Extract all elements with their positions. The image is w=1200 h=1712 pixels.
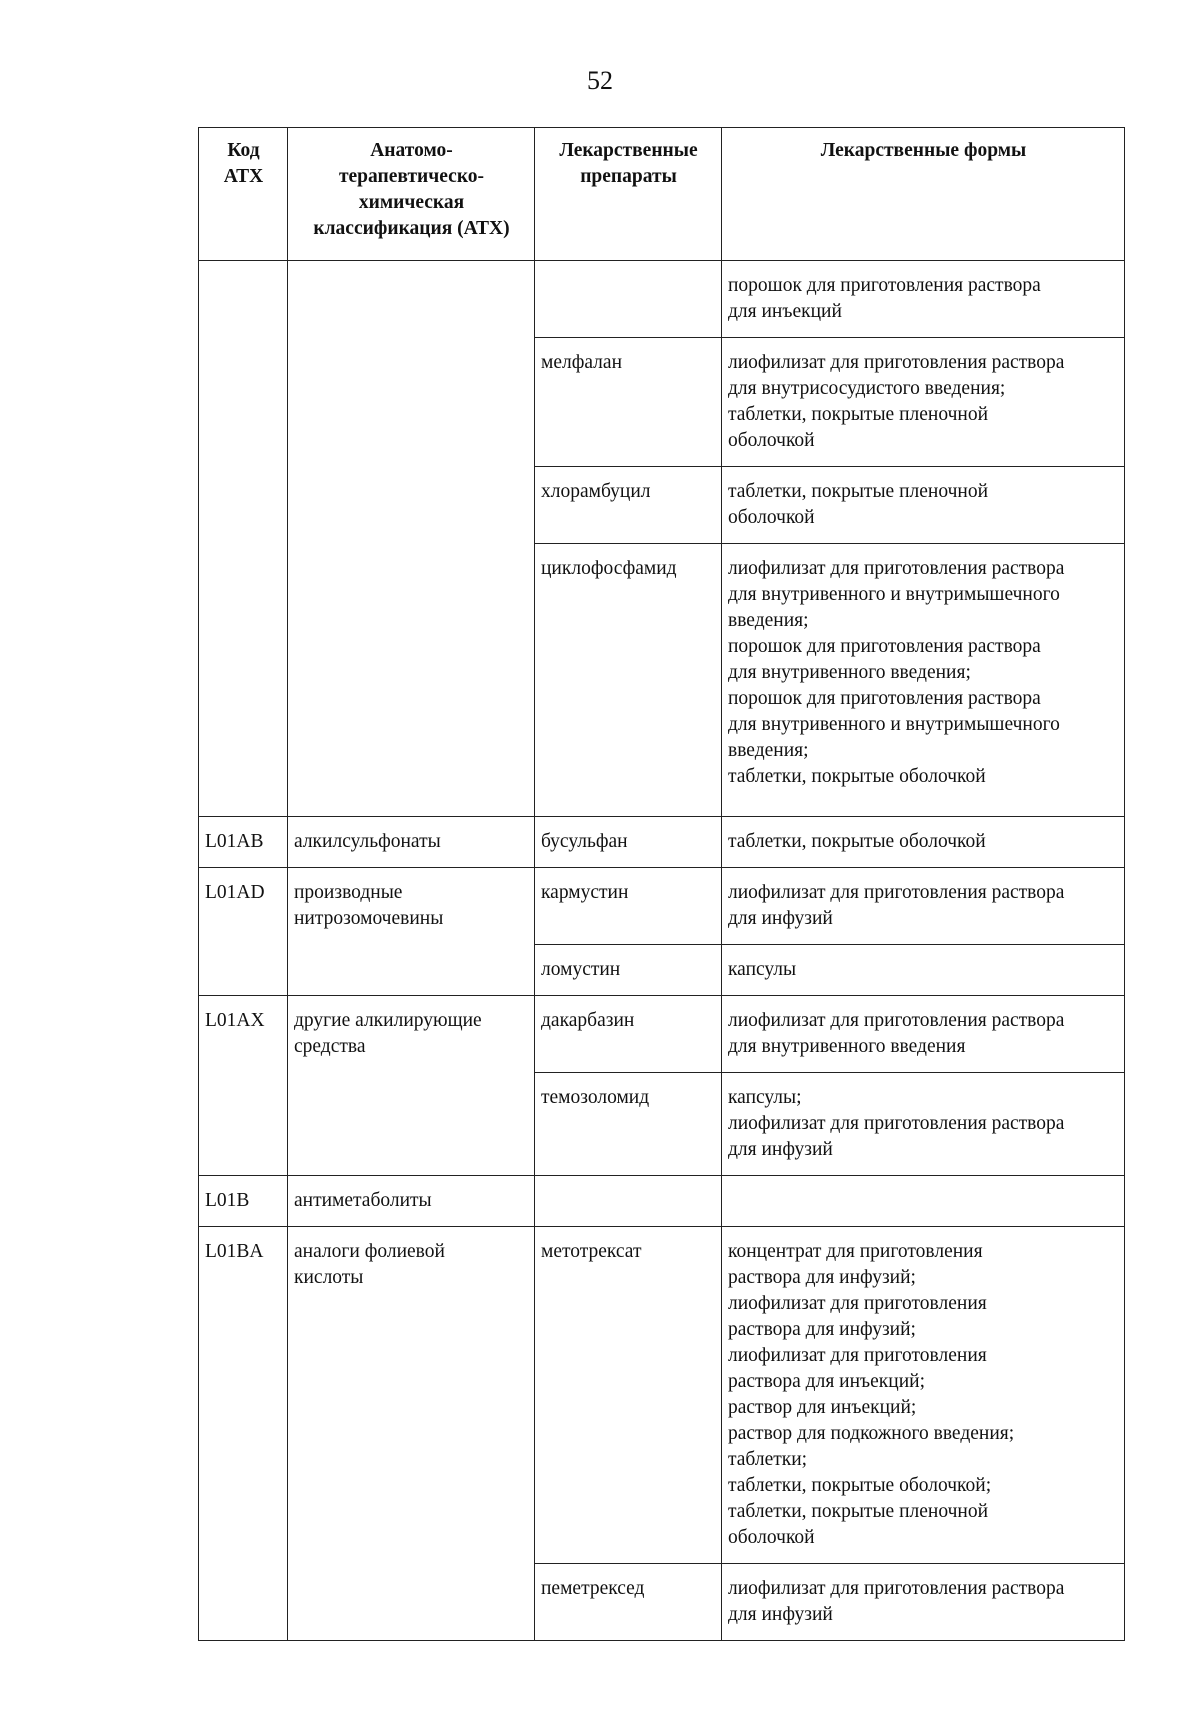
drug-cell: циклофосфамид — [535, 544, 722, 817]
forms-cell: лиофилизат для приготовления раствора для инфузий — [722, 868, 1125, 945]
drug-cell: дакарбазин — [535, 996, 722, 1073]
drug-cell: хлорамбуцил — [535, 467, 722, 544]
forms-cell: лиофилизат для приготовления раствора для внутрисосудистого введения; таблетки, покрытые пленочной оболочкой — [722, 338, 1125, 467]
classification-cell: антиметаболиты — [288, 1176, 535, 1227]
code-cell: L01B — [199, 1176, 288, 1227]
classification-cell: аналоги фолиевой кислоты — [288, 1227, 535, 1641]
drug-cell: мелфалан — [535, 338, 722, 467]
drug-cell: темозоломид — [535, 1073, 722, 1176]
drug-cell: бусульфан — [535, 817, 722, 868]
page-number: 52 — [587, 66, 613, 95]
forms-cell: капсулы — [722, 945, 1125, 996]
forms-cell: порошок для приготовления раствора для инъекций — [722, 261, 1125, 338]
table-row — [199, 817, 1125, 868]
header-drugs: Лекарственные препараты — [535, 128, 722, 261]
drug-cell: метотрексат — [535, 1227, 722, 1564]
code-cell: L01BA — [199, 1227, 288, 1641]
table-row — [199, 1176, 1125, 1227]
code-cell: L01AD — [199, 868, 288, 996]
drug-cell: кармустин — [535, 868, 722, 945]
classification-cell: алкилсульфонаты — [288, 817, 535, 868]
table-row — [199, 996, 1125, 1073]
table-row — [199, 261, 1125, 338]
classification-cell — [288, 261, 535, 817]
code-cell: L01AB — [199, 817, 288, 868]
forms-cell: лиофилизат для приготовления раствора для инфузий — [722, 1564, 1125, 1641]
header-classification: Анатомо- терапевтическо- химическая классификация (АТХ) — [288, 128, 535, 261]
table-row — [199, 868, 1125, 945]
classification-cell: производные нитрозомочевины — [288, 868, 535, 996]
code-cell: L01AX — [199, 996, 288, 1176]
drug-cell — [535, 261, 722, 338]
drug-cell: пеметрексед — [535, 1564, 722, 1641]
drug-cell — [535, 1176, 722, 1227]
code-cell — [199, 261, 288, 817]
forms-cell: лиофилизат для приготовления раствора для внутривенного введения — [722, 996, 1125, 1073]
table-row — [199, 1227, 1125, 1564]
table-header-row — [199, 128, 1125, 261]
forms-cell: лиофилизат для приготовления раствора для внутривенного и внутримышечного введения; порошок для приготовления раствора для внутривенного введения; порошок для приготовления раствора для внутривенного и внутримышечного введения; таблетки, покрытые оболочкой — [722, 544, 1125, 817]
header-code: Код АТХ — [199, 128, 288, 261]
forms-cell: таблетки, покрытые пленочной оболочкой — [722, 467, 1125, 544]
atc-table — [198, 127, 1125, 1641]
forms-cell: капсулы; лиофилизат для приготовления раствора для инфузий — [722, 1073, 1125, 1176]
forms-cell — [722, 1176, 1125, 1227]
drug-cell: ломустин — [535, 945, 722, 996]
forms-cell: концентрат для приготовления раствора для инфузий; лиофилизат для приготовления раствора для инфузий; лиофилизат для приготовления раствора для инъекций; раствор для инъекций; раствор для подкожного введения; таблетки; таблетки, покрытые оболочкой; таблетки, покрытые пленочной оболочкой — [722, 1227, 1125, 1564]
forms-cell: таблетки, покрытые оболочкой — [722, 817, 1125, 868]
classification-cell: другие алкилирующие средства — [288, 996, 535, 1176]
header-forms: Лекарственные формы — [722, 128, 1125, 261]
